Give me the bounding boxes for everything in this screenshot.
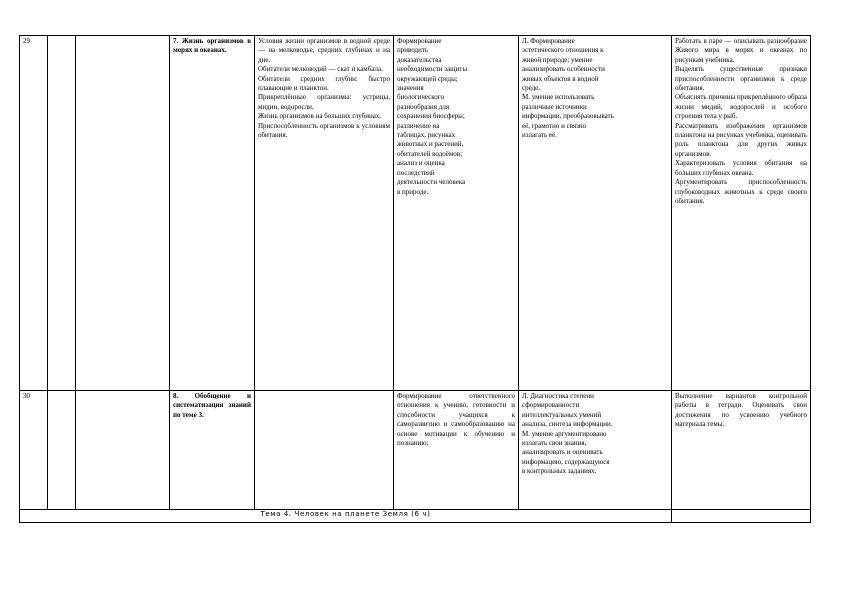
empty-cell: [76, 36, 170, 391]
lesson-number: 29: [20, 36, 48, 391]
empty-cell: [76, 391, 170, 510]
lesson-number: 30: [20, 391, 48, 510]
theme-title: Тема 4. Человек на планете Земля (6 ч): [20, 510, 672, 523]
personal-results: Формирование ответственного отношения к учению, готовности и способности учащихся к саморазвитию и самообразованию на основе мотивации к обучению и познанию;: [394, 391, 519, 510]
lesson-content: Условия жизни организмов в водной среде — на мелководье, средних глубинах и на дне. Обитатели мелководий — скат и камбала. Обитатели средних глубин: быстро плавающие и планктон. Прикреплённые организмы: устрицы, мидии, водоросли. Жизнь организмов на больших глубинах. Приспособленность организмов к условиям обитания.: [255, 36, 394, 391]
lesson-topic: 7. Жизнь организмов в морях и океанах.: [170, 36, 255, 391]
student-activities: Выполнение вариантов контрольной работы в тетради. Оценивать свои достижения по усвоению учебного материала темы.: [672, 391, 811, 510]
empty-cell: [672, 510, 811, 523]
meta-results: Л. Формирование эстетического отношения к живой природе; умение анализировать особенности живых объектов в водной среде. М. умение использовать различные источники информации, преобразовывать её, грамотно и связно излагать её.: [519, 36, 672, 391]
lesson-content: [255, 391, 394, 510]
lesson-plan-table: [19, 35, 811, 523]
table-row: [20, 391, 811, 510]
empty-cell: [48, 36, 76, 391]
meta-results: Л. Диагностика степени сформированности интеллектуальных умений анализа, синтеза информации. М. умение аргументировано излагать свои знания, анализировать и оценивать информацию, содержащуюся в контрольных заданиях.: [519, 391, 672, 510]
empty-cell: [48, 391, 76, 510]
lesson-topic: 8. Обобщение и систематизация знаний по теме 3.: [170, 391, 255, 510]
student-activities: Работать в паре — описывать разнообразие Живого мира в морях и океанах по рисункам учебника. Выделять существенные признаки приспособленности организмов к среде обитания. Объяснять причины прикреплённого образа жизни мидий, водорослей и особого строения тела у рыб. Рассматривать изображения организмов планктона на рисунках учебника, оценивать роль планктона для других живых организмов. Характеризовать условия обитания на больших глубинах океана. Аргументировать приспособленность глубоководных животных к среде своего обитания.: [672, 36, 811, 391]
personal-results: Формирование приводить доказательства необходимости защиты окружающей среды; значения биологического разнообразия для сохранения биосферы; различение на таблицах, рисунках животных и растений, обитателей водоёмов; анализ и оценка последствий деятельности человека в природе.: [394, 36, 519, 391]
table-row: [20, 36, 811, 391]
theme-row: [20, 510, 811, 523]
